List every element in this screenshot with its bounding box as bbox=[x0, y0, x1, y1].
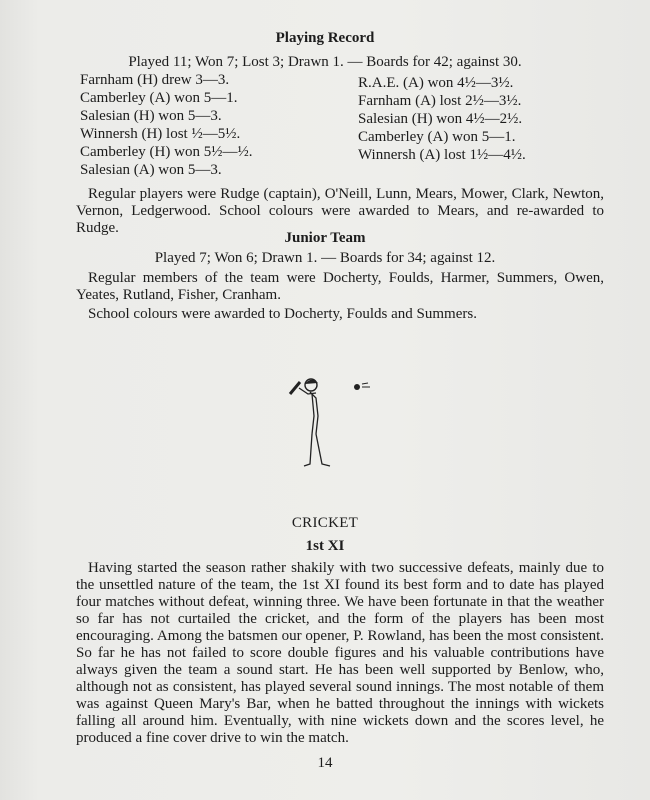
junior-members-paragraph bbox=[76, 270, 604, 304]
result-item: Salesian (H) won 4½—2½. bbox=[358, 111, 523, 127]
junior-team-summary: Played 7; Won 6; Drawn 1. — Boards for 34; against 12. bbox=[154, 250, 496, 266]
cricket-body-paragraph bbox=[76, 560, 604, 747]
cricket-title: CRICKET bbox=[291, 515, 359, 531]
cricketer-illustration bbox=[282, 372, 382, 472]
result-item: Camberley (A) won 5—1. bbox=[358, 129, 516, 145]
result-item: Winnersh (A) lost 1½—4½. bbox=[358, 147, 526, 163]
junior-colours-paragraph bbox=[76, 306, 604, 323]
regular-players-text: Regular players were Rudge (captain), O'Neill, Lunn, Mears, Mower, Clark, Newton, Vernon, Ledgerwood. School colours were awarded to Mears, and re-awarded to Rudge. bbox=[76, 186, 604, 236]
playing-record-summary: Played 11; Won 7; Lost 3; Drawn 1. — Boards for 42; against 30. bbox=[128, 54, 522, 70]
result-item: Salesian (H) won 5—3. bbox=[80, 108, 222, 124]
result-item: Winnersh (H) lost ½—5½. bbox=[80, 126, 241, 142]
junior-colours-text: School colours were awarded to Docherty, Foulds and Summers. bbox=[88, 306, 477, 322]
result-item: Camberley (A) won 5—1. bbox=[80, 90, 238, 106]
junior-team-heading: Junior Team bbox=[284, 230, 366, 246]
playing-record-heading: Playing Record bbox=[275, 30, 375, 46]
cricket-body-text: Having started the season rather shakily with two successive defeats, mainly due to the unsettled nature of the team, the 1st XI found its best form and to date has played four matches without defeat, winning three. We have been fortunate in that the weather so far has not curtailed the cricket, and the form of the players has been most encouraging. Among the batsmen our opener, P. Rowland, has been the most consistent. So far he has not failed to score double figures and his valuable contributions have always given the team a sound start. He has been well supported by Benlow, who, although not as consistent, has played several sound innings. The most notable of them was against Queen Mary's Bar, when he batted throughout the innings with wickets falling all around him. Eventually, with nine wickets down and the scores level, he produced a fine cover drive to win the match. bbox=[76, 560, 604, 746]
result-item: Farnham (A) lost 2½—3½. bbox=[358, 93, 522, 109]
page-number: 14 bbox=[317, 755, 333, 771]
first-xi-heading: 1st XI bbox=[305, 538, 345, 554]
result-item: Farnham (H) drew 3—3. bbox=[80, 72, 230, 88]
result-item: Salesian (A) won 5—3. bbox=[80, 162, 222, 178]
junior-members-text: Regular members of the team were Docherty, Foulds, Harmer, Summers, Owen, Yeates, Rutland, Fisher, Cranham. bbox=[76, 270, 604, 303]
result-item: Camberley (H) won 5½—½. bbox=[80, 144, 253, 160]
result-item: R.A.E. (A) won 4½—3½. bbox=[358, 75, 514, 91]
